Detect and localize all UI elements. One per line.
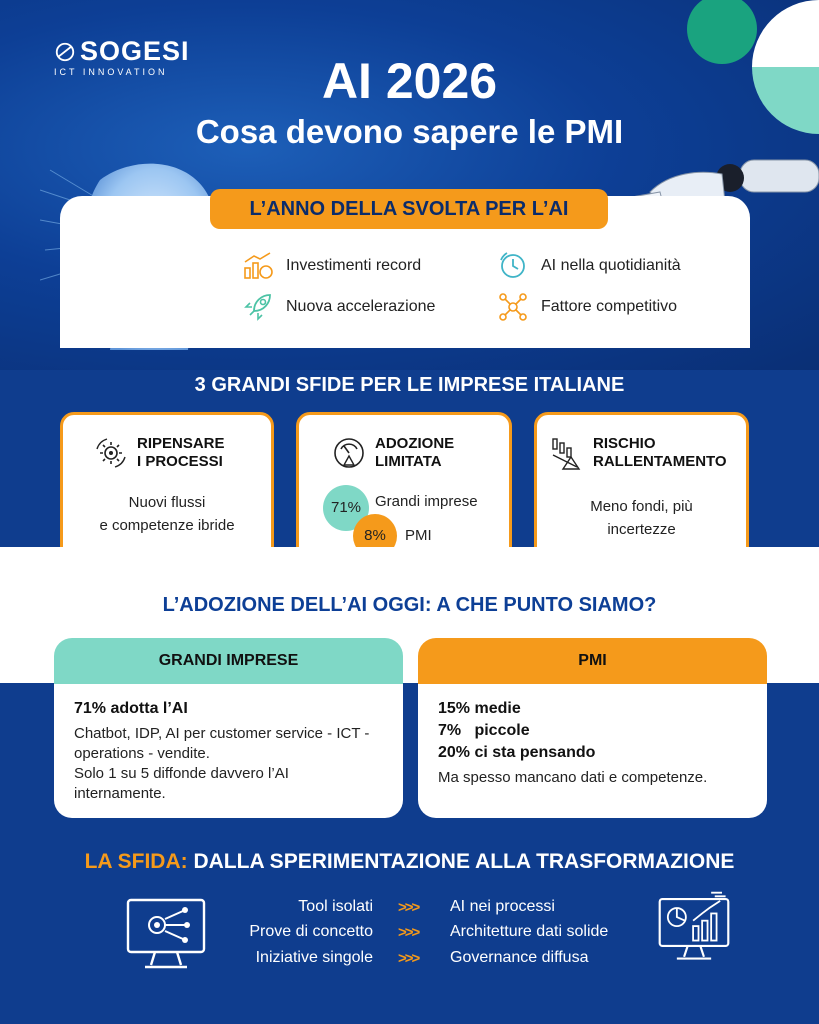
pmi-stat: 15% medie — [438, 700, 521, 717]
feature-item — [242, 250, 421, 282]
rocket-icon — [242, 291, 274, 323]
feature-item — [497, 291, 677, 323]
feature-label: Nuova accelerazione — [286, 298, 436, 315]
card-body: Nuovi flussi e competenze ibride — [99, 494, 235, 534]
to-item: Architetture dati solide — [450, 923, 609, 940]
challenge-card — [60, 412, 274, 564]
large-companies-text: Chatbot, IDP, AI per customer service - ICT - operations - vendite. — [74, 725, 370, 762]
network-icon — [497, 291, 529, 323]
pmi-note: Ma spesso mancano dati e competenze. — [438, 769, 708, 786]
process-gear-icon — [93, 435, 129, 471]
pmi-box — [418, 638, 767, 818]
clock-icon — [497, 250, 529, 282]
pmi-stat: 7% piccole — [438, 722, 530, 739]
challenge-card — [296, 412, 512, 564]
card-body: Meno fondi, più incertezze — [590, 498, 693, 538]
monitor-analytics-icon — [653, 890, 735, 964]
decline-warning-icon — [549, 435, 585, 471]
feature-label: AI nella quotidianità — [541, 257, 681, 274]
challenges-title: 3 GRANDI SFIDE PER LE IMPRESE ITALIANE — [194, 374, 625, 396]
monitor-network-icon — [125, 897, 207, 971]
challenge-card — [534, 412, 749, 564]
transformation-title — [0, 850, 819, 874]
transformation-title-rest: DALLA SPERIMENTAZIONE ALLA TRASFORMAZIONE — [187, 850, 735, 873]
transformation-title-highlight: LA SFIDA: — [84, 850, 188, 873]
year-section-title: L’ANNO DELLA SVOLTA PER L’AI — [210, 189, 608, 229]
brand-tagline: ICT INNOVATION — [54, 67, 168, 77]
card-title: RISCHIO RALLENTAMENTO — [593, 435, 727, 470]
large-companies-text: Solo 1 su 5 diffonde davvero l’AI internamente. — [74, 765, 289, 802]
feature-label: Fattore competitivo — [541, 298, 678, 315]
investment-chart-icon — [242, 250, 274, 282]
page-subtitle: Cosa devono sapere le PMI — [195, 113, 624, 150]
stat-circle-pmi: 8% — [353, 514, 397, 558]
from-item: Prove di concetto — [249, 923, 373, 940]
brand-name: SOGESI — [80, 36, 190, 66]
stat-label: PMI — [405, 527, 432, 544]
feature-item — [242, 291, 435, 323]
arrow-chevrons-icon: >>> — [398, 899, 419, 916]
feature-item — [497, 250, 681, 282]
pmi-header: PMI — [418, 638, 767, 684]
card-title: ADOZIONE LIMITATA — [375, 435, 455, 470]
feature-label: Investimenti record — [286, 257, 422, 274]
to-item: Governance diffusa — [450, 949, 589, 966]
stat-label: Grandi imprese — [375, 493, 478, 510]
from-item: Tool isolati — [298, 898, 373, 915]
large-companies-box — [54, 638, 403, 818]
pmi-stat: 20% ci sta pensando — [438, 744, 596, 761]
to-item: AI nei processi — [450, 898, 555, 915]
large-companies-header: GRANDI IMPRESE — [54, 638, 403, 684]
stat-circle-large: 71% — [323, 485, 369, 531]
arrow-chevrons-icon: >>> — [398, 924, 419, 941]
gauge-warning-icon — [331, 435, 367, 471]
from-item: Iniziative singole — [255, 949, 373, 966]
large-companies-headline: 71% adotta l’AI — [74, 700, 188, 717]
card-title: RIPENSARE I PROCESSI — [137, 435, 225, 470]
arrow-chevrons-icon: >>> — [398, 950, 419, 967]
adoption-title: L’ADOZIONE DELL’AI OGGI: A CHE PUNTO SIAMO? — [162, 594, 657, 616]
page-title: AI 2026 — [321, 53, 498, 109]
